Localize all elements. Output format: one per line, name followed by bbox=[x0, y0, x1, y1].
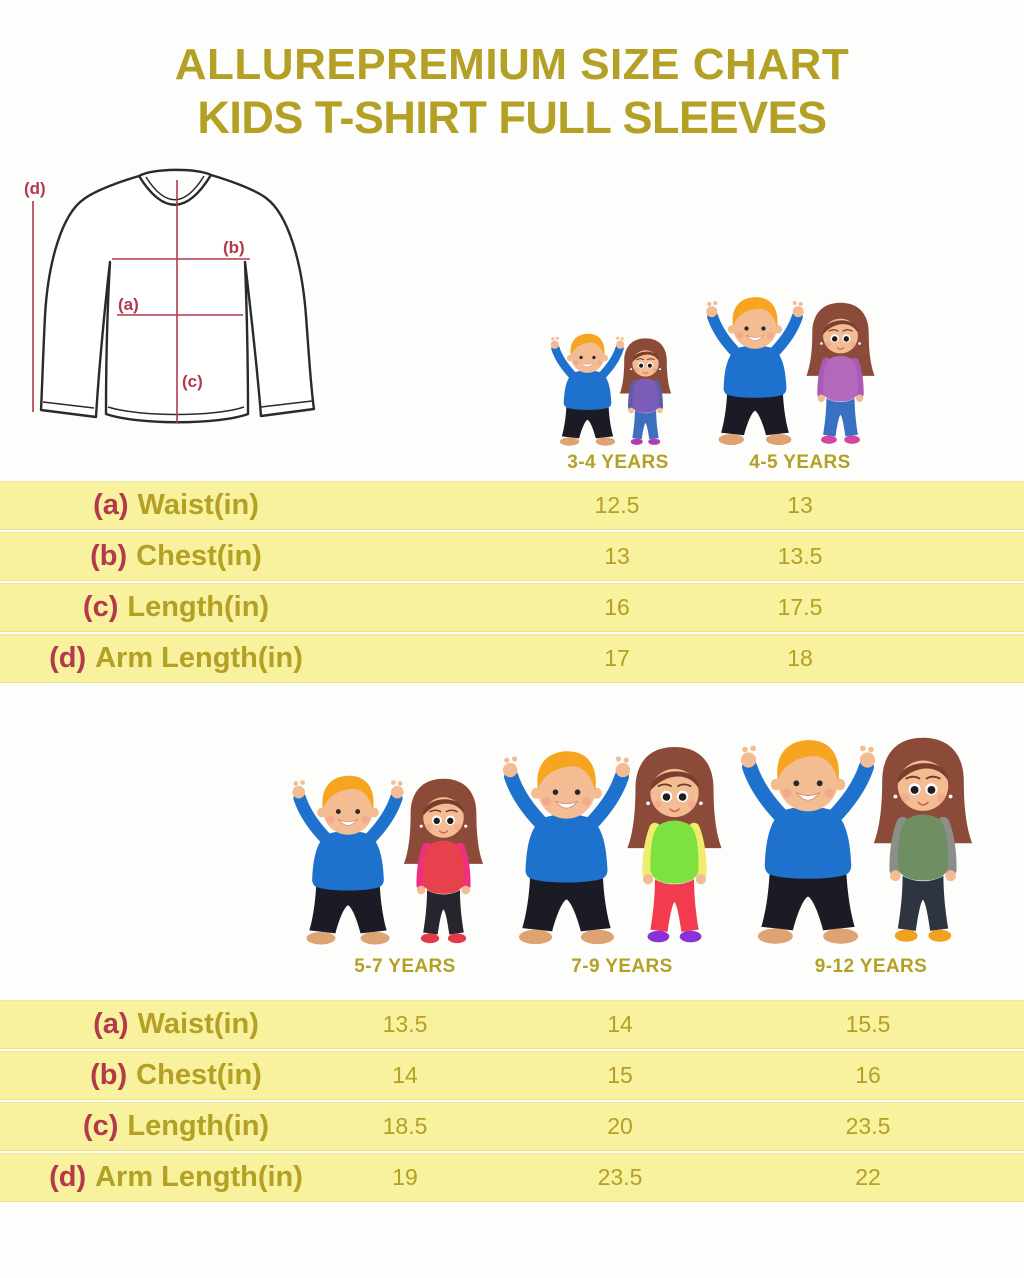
measure-key: (d) bbox=[49, 642, 87, 674]
measure-name: Length(in) bbox=[127, 591, 270, 623]
measure-key: (b) bbox=[90, 540, 128, 572]
measure-key: (a) bbox=[93, 1008, 129, 1040]
size-value: 17 bbox=[604, 645, 630, 671]
size-table-row bbox=[0, 634, 1024, 683]
size-table-row bbox=[0, 1000, 1024, 1049]
size-value: 18.5 bbox=[382, 1113, 428, 1139]
diagram-label-c: (c) bbox=[182, 372, 203, 391]
measure-name: Arm Length(in) bbox=[95, 642, 303, 674]
size-value: 16 bbox=[855, 1062, 881, 1088]
illustration-girl-3-4-years bbox=[614, 334, 677, 448]
measure-name: Waist(in) bbox=[137, 1008, 259, 1040]
size-value: 13.5 bbox=[382, 1011, 428, 1037]
measure-name: Length(in) bbox=[127, 1110, 270, 1142]
tshirt-measurement-diagram bbox=[18, 166, 328, 438]
measure-label bbox=[0, 482, 352, 529]
illustration-girl-7-9-years bbox=[617, 739, 732, 948]
size-value: 12.5 bbox=[594, 492, 640, 518]
diagram-label-b: (b) bbox=[223, 238, 245, 257]
measure-key: (c) bbox=[82, 1110, 119, 1142]
illustration-boy-9-12-years bbox=[738, 726, 878, 948]
size-table-row bbox=[0, 532, 1024, 581]
diagram-label-a: (a) bbox=[118, 295, 139, 314]
measure-label bbox=[0, 1001, 352, 1048]
size-value: 14 bbox=[607, 1011, 633, 1037]
age-group-label: 3-4 YEARS bbox=[567, 452, 669, 473]
age-group-label: 7-9 YEARS bbox=[571, 956, 673, 977]
size-value: 23.5 bbox=[845, 1113, 891, 1139]
size-table-row bbox=[0, 583, 1024, 632]
measure-key: (b) bbox=[90, 1059, 128, 1091]
size-value: 19 bbox=[392, 1164, 418, 1190]
page-subtitle: KIDS T-SHIRT FULL SLEEVES bbox=[197, 92, 827, 143]
illustration-girl-4-5-years bbox=[799, 297, 882, 448]
measure-name: Arm Length(in) bbox=[95, 1161, 303, 1193]
size-value: 13 bbox=[604, 543, 630, 569]
size-value: 13.5 bbox=[777, 543, 823, 569]
measure-key: (d) bbox=[49, 1161, 87, 1193]
measure-label bbox=[0, 1052, 352, 1099]
measure-name: Chest(in) bbox=[136, 1059, 262, 1091]
size-value: 23.5 bbox=[597, 1164, 643, 1190]
measure-key: (c) bbox=[82, 591, 119, 623]
illustration-boy-7-9-years bbox=[500, 738, 633, 948]
size-table-row bbox=[0, 1051, 1024, 1100]
size-table-row bbox=[0, 1102, 1024, 1151]
measure-label bbox=[0, 533, 352, 580]
size-table-row bbox=[0, 1153, 1024, 1202]
measure-label bbox=[0, 584, 352, 631]
size-value: 14 bbox=[392, 1062, 418, 1088]
size-value: 13 bbox=[787, 492, 813, 518]
size-value: 15.5 bbox=[845, 1011, 891, 1037]
size-value: 22 bbox=[855, 1164, 881, 1190]
measure-label bbox=[0, 1154, 352, 1201]
size-value: 17.5 bbox=[777, 594, 823, 620]
measure-key: (a) bbox=[93, 489, 129, 521]
measure-name: Waist(in) bbox=[137, 489, 259, 521]
size-value: 15 bbox=[607, 1062, 633, 1088]
illustration-boy-4-5-years bbox=[704, 287, 806, 448]
illustration-girl-5-7-years bbox=[395, 772, 492, 948]
illustration-girl-9-12-years bbox=[863, 729, 983, 948]
size-value: 16 bbox=[604, 594, 630, 620]
tshirt-collar-rim bbox=[139, 170, 211, 176]
age-group-label: 9-12 YEARS bbox=[814, 956, 928, 977]
measure-label bbox=[0, 635, 352, 682]
size-table-row bbox=[0, 481, 1024, 530]
age-group-label: 5-7 YEARS bbox=[354, 956, 456, 977]
diagram-label-d: (d) bbox=[24, 179, 46, 198]
size-value: 20 bbox=[607, 1113, 633, 1139]
measure-label bbox=[0, 1103, 352, 1150]
age-group-label: 4-5 YEARS bbox=[749, 452, 851, 473]
measure-name: Chest(in) bbox=[136, 540, 262, 572]
page-title: ALLUREPREMIUM SIZE CHART bbox=[174, 40, 850, 89]
size-value: 18 bbox=[787, 645, 813, 671]
illustration-boy-5-7-years bbox=[290, 764, 406, 948]
